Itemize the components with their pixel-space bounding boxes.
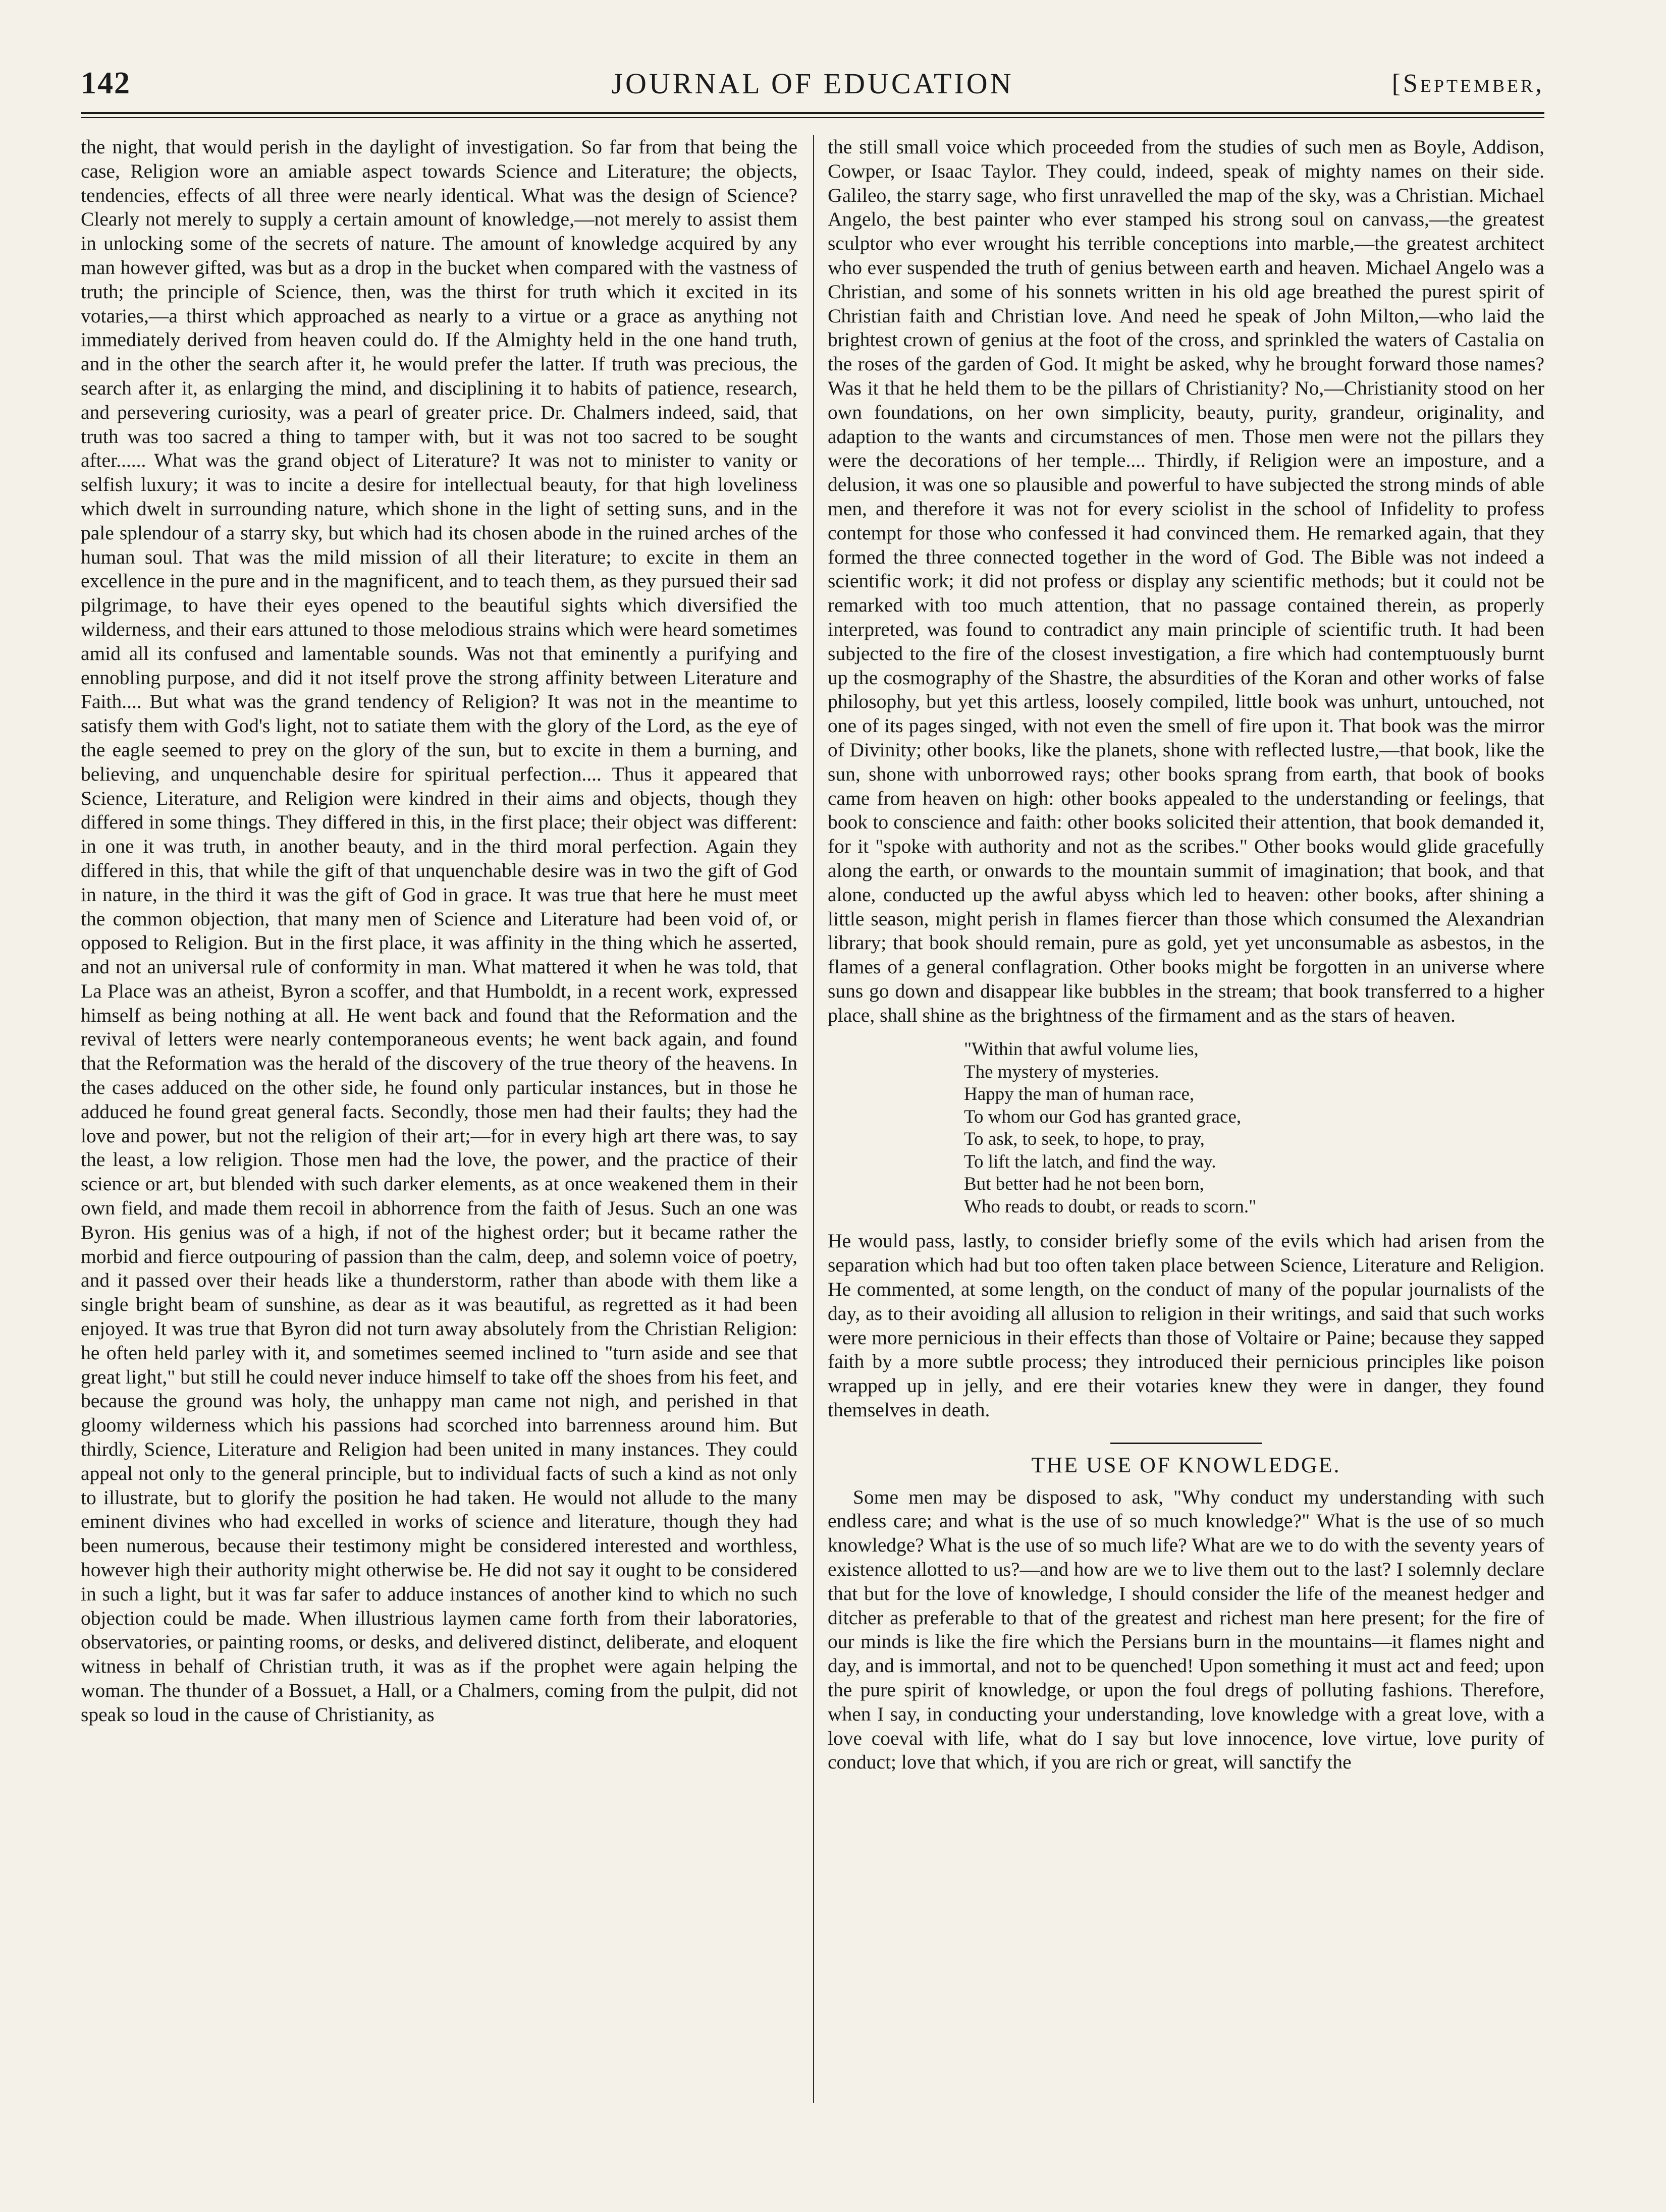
journal-title: JOURNAL OF EDUCATION (611, 67, 1014, 100)
poem-line: Who reads to doubt, or reads to scorn." (964, 1196, 1257, 1217)
poem-line: "Within that awful volume lies, (964, 1039, 1199, 1060)
running-head-month: [September, (1391, 69, 1544, 98)
column-divider (813, 135, 814, 2103)
header-rule (81, 112, 1544, 114)
section-rule (1110, 1443, 1262, 1444)
poem-line: But better had he not been born, (964, 1174, 1204, 1195)
left-column (81, 135, 797, 1727)
poem-line: To lift the latch, and find the way. (964, 1151, 1216, 1172)
right-paragraph-2: He would pass, lastly, to consider briefly some of the evils which had arisen from the separation which had but too often taken place between Science, Literature and Religion. He commented, at some length, on the conduct of many of the popular journalists of the day, as to their avoiding all allusion to religion in their writings, and said that such works were more pernicious in their effects than those of Voltaire or Paine; because they sapped faith by a more subtle process; they introduced their pernicious principles like poison wrapped up in jelly, and ere their votaries knew they were in danger, they found themselves in death. (828, 1230, 1544, 1421)
poem-line: To whom our God has granted grace, (964, 1106, 1242, 1127)
right-paragraph-1: the still small voice which proceeded from the studies of such men as Boyle, Addison, Cowper, or Isaac Taylor. They could, indeed, speak of mighty names on their side. Galileo, the starry sage, who first unravelled the map of the sky, was a Christian. Michael Angelo, the best painter who ever stamped his strong soul on canvass,—the greatest sculptor who ever wrought his terrible conceptions into marble,—the greatest architect who ever suspended the truth of genius between earth and heaven. Michael Angelo was a Christian, and some of his sonnets written in his old age breathed the purest spirit of Christian faith and Christian love. And need he speak of John Milton,—who laid the brightest crown of genius at the foot of the cross, and sprinkled the waters of Castalia on the roses of the garden of God. It might be asked, why he brought forward those names? Was it that he held them to be the pillars of Christianity? No,—Christianity stood on her own foundations, on her own simplicity, beauty, purity, grandeur, originality, and adaption to the wants and circumstances of men. Those men were not the pillars they were the decorations of her temple.... Thirdly, if Religion were an imposture, and a delusion, it was one so plausible and powerful to have subjected the strong minds of able men, and therefore it was not for every sciolist in the school of Infidelity to profess contempt for those who confessed it had convinced them. He remarked again, that they formed the three connected together in the word of God. The Bible was not indeed a scientific work; it did not profess or display any scientific methods; but it could not be remarked with too much attention, that no passage contained therein, as properly interpreted, was found to contradict any main principle of scientific truth. It had been subjected to the fire of the closest investigation, a fire which had contemptuously burnt up the cosmography of the Shastre, the absurdities of the Koran and other works of false philosophy, but yet this artless, loosely compiled, little book was unhurt, untouched, not one of its pages singed, with not even the smell of fire upon it. That book was the mirror of Divinity; other books, like the planets, shone with reflected lustre,—that book, like the sun, shone with unborrowed rays; other books sprang from earth, that book of books came from heaven on high: other books appealed to the understanding or feelings, that book to conscience and faith: other books solicited their attention, that book demanded it, for it "spoke with authority and not as the scribes." Other books would glide gracefully along the earth, or onwards to the mountain summit of imagination; that book, and that alone, conducted up the awful abyss which led to heaven: other books, after shining a little season, might perish in flames fiercer than those which consumed the Alexandrian library; that book should remain, pure as gold, yet yet unconsumable as asbestos, in the flames of a general conflagration. Other books might be forgotten in an universe where suns go down and disappear like bubbles in the stream; that book transferred to a higher place, shall shine as the brightness of the firmament and as the stars of heaven. (828, 136, 1544, 1026)
poem-quotation (964, 1038, 1544, 1218)
poem-line: The mystery of mysteries. (964, 1061, 1159, 1082)
left-column-text: the night, that would perish in the daylight of investigation. So far from that being the case, Religion wore an amiable aspect towards Science and Literature; the objects, tendencies, effects of all three were nearly identical. What was the design of Science? Clearly not merely to supply a certain amount of knowledge,—not merely to assist them in unlocking some of the secrets of nature. The amount of knowledge acquired by any man however gifted, was but as a drop in the bucket when compared with the vastness of truth; the principle of Science, then, was the thirst for truth which it excited in its votaries,—a thirst which approached as nearly to a virtue or a grace as anything not immediately derived from heaven could do. If the Almighty held in the one hand truth, and in the other the search after it, he would prefer the latter. If truth was precious, the search after it, as enlarging the mind, and disciplining it to habits of patience, research, and persevering curiosity, was a pearl of greater price. Dr. Chalmers indeed, said, that truth was too sacred a thing to tamper with, but it was not too sacred to be sought after...... What was the grand object of Literature? It was not to minister to vanity or selfish luxury; it was to incite a desire for intellectual beauty, for that high loveliness which dwelt in surrounding nature, which shone in the light of setting suns, and in the pale splendour of a starry sky, but which had its chosen abode in the ruined arches of the human soul. That was the mild mission of all their literature; to excite in them an excellence in the pure and in the magnificent, and to teach them, as they pursued their sad pilgrimage, to have their eyes opened to the beautiful sights which diversified the wilderness, and their ears attuned to those melodious strains which were heard sometimes amid all its confused and lamentable sounds. Was not that eminently a purifying and ennobling purpose, and did it not itself prove the strong affinity between Literature and Faith.... But what was the grand tendency of Religion? It was not in the meantime to satisfy them with God's light, not to satiate them with the glory of the Lord, as the eye of the eagle seemed to prey on the glory of the sun, but to excite in them a burning, and believing, and unquenchable desire for spiritual perfection.... Thus it appeared that Science, Literature, and Religion were kindred in their aims and objects, though they differed in some things. They differed in this, in the first place; their object was different: in one it was truth, in another beauty, and in the third moral perfection. Again they differed in this, that while the gift of that unquenchable desire was in two the gift of God in nature, in the third it was the gift of God in grace. It was true that here he must meet the common objection, that many men of Science and Literature had been void of, or opposed to Religion. But in the first place, it was affinity in the thing which he asserted, and not an universal rule of conformity in man. What mattered it when he was told, that La Place was an atheist, Byron a scoffer, and that Humboldt, in a recent work, expressed himself as being nothing at all. He went back and found that the Reformation and the revival of letters were nearly contemporaneous events; he went back again, and found that the Reformation was the herald of the discovery of the true theory of the heavens. In the cases adduced on the other side, he found only particular instances, but in those he adduced he found great general facts. Secondly, those men had their faults; they had the love and power, but not the religion of their art;—for in every high art there was, to say the least, a low religion. Those men had the love, the power, and the practice of their science or art, but blended with such darker elements, as at once weakened them in their own field, and made them recoil in abhorrence from the faith of Jesus. Such an one was Byron. His genius was of a high, if not of the highest order; but it became rather the morbid and fierce outpouring of passion than the calm, deep, and solemn voice of poetry, and it passed over their heads like a thunderstorm, rather than abode with them like a single bright beam of sunshine, as dear as it was beautiful, as regretted as it had been enjoyed. It was true that Byron did not turn away absolutely from the Christian Religion: he often held parley with it, and sometimes seemed inclined to "turn aside and see that great light," but still he could never induce himself to take off the shoes from his feet, and because the ground was holy, the unhappy man came not nigh, and perished in that gloomy wilderness which his passions had scorched into barrenness around him. But thirdly, Science, Literature and Religion had been united in many instances. They could appeal not only to the general principle, but to individual facts of such a kind as not only to illustrate, but to glorify the position he had taken. He would not allude to the many eminent divines who had excelled in works of science and literature, though they had been numerous, because their testimony might be considered interested and worthless, however high their authority might otherwise be. He did not say it ought to be considered in such a light, but it was far safer to adduce instances of another kind to which no such objection could be made. When illustrious laymen came forth from their laboratories, observatories, or painting rooms, or desks, and delivered distinct, deliberate, and eloquent witness in behalf of Christian truth, it was as if the prophet were again helping the woman. The thunder of a Bossuet, a Hall, or a Chalmers, coming from the pulpit, did not speak so loud in the cause of Christianity, as (81, 136, 797, 1726)
right-column (828, 135, 1544, 1775)
poem-line: To ask, to seek, to hope, to pray, (964, 1129, 1205, 1150)
section-heading: THE USE OF KNOWLEDGE. (1031, 1452, 1341, 1477)
right-paragraph-3: Some men may be disposed to ask, "Why conduct my understanding with such endless care; and what is the use of so much knowledge?" What is the use of so much knowledge? What is the use of so much life? What are we to do with the seventy years of existence allotted to us?—and how are we to live them out to the last? I solemnly declare that but for the love of knowledge, I should consider the life of the meanest hedger and ditcher as preferable to that of the greatest and richest man here present; for the fire of our minds is like the fire which the Persians burn in the mountains—it flames night and day, and is immortal, and not to be quenched! Upon something it must act and feed; upon the pure spirit of knowledge, or upon the foul dregs of polluting fashions. Therefore, when I say, in conducting your understanding, love knowledge with a great love, with a love coeval with life, what do I say but love innocence, love virtue, love purity of conduct; love that which, if you are rich or great, will sanctify the (828, 1485, 1544, 1774)
page-number: 142 (81, 66, 131, 100)
header-rule-thin (81, 117, 1544, 118)
poem-line: Happy the man of human race, (964, 1084, 1195, 1105)
running-head (81, 66, 1544, 111)
